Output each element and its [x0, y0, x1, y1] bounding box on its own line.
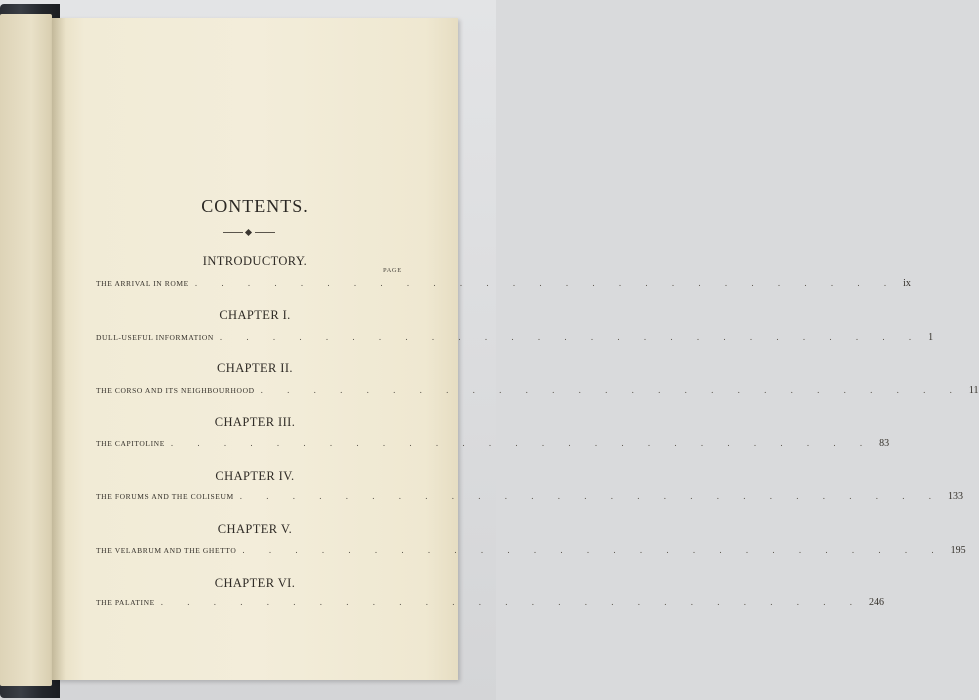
dot-leader: . . . . . . . . . . . . . . . . . . . . . . . . . . . [219, 332, 923, 342]
ornament-line-left [223, 232, 243, 233]
section-title-chapter-5: CHAPTER V. [217, 522, 293, 536]
entry-title: DULL-USEFUL INFORMATION [96, 333, 214, 342]
entry-page-number: 1 [928, 332, 934, 343]
ornament-divider [223, 230, 275, 236]
toc-entry-chapter-6 [96, 597, 885, 611]
entry-page-number: 11 [968, 385, 979, 396]
entry-title: THE CAPITOLINE [96, 439, 165, 448]
section-title-chapter-2: CHAPTER II. [217, 361, 293, 375]
entry-title: THE FORUMS AND THE COLISEUM [96, 492, 234, 501]
dot-leader: . . . . . . . . . . . . . . . . . . . . . . . . . . . [242, 545, 945, 555]
ornament-diamond [245, 229, 252, 236]
section-title-chapter-6: CHAPTER VI. [214, 576, 296, 590]
section-title-chapter-4: CHAPTER IV. [215, 469, 295, 483]
entry-page-number: ix [903, 278, 911, 289]
left-page-edge [0, 14, 52, 686]
section-title-introductory: INTRODUCTORY. [202, 254, 308, 268]
entry-page-number: 195 [950, 545, 966, 556]
dot-leader: . . . . . . . . . . . . . . . . . . . . . . . . . . . [194, 278, 898, 288]
toc-entry-chapter-2 [96, 385, 979, 399]
ornament-line-right [255, 232, 275, 233]
section-title-chapter-3: CHAPTER III. [214, 415, 296, 429]
entry-page-number: 246 [869, 597, 885, 608]
entry-page-number: 83 [879, 438, 890, 449]
dot-leader: . . . . . . . . . . . . . . . . . . . . . . . . . . . [160, 597, 864, 607]
entry-title: THE PALATINE [96, 598, 155, 607]
toc-entry-chapter-5 [96, 545, 966, 559]
dot-leader: . . . . . . . . . . . . . . . . . . . . . . . . . . . [260, 385, 963, 395]
entry-title: THE VELABRUM AND THE GHETTO [96, 546, 237, 555]
toc-entry-chapter-1 [96, 332, 934, 346]
toc-entry-chapter-3 [96, 438, 890, 452]
entry-page-number: 133 [948, 491, 963, 502]
toc-entry-chapter-4 [96, 491, 963, 505]
dot-leader: . . . . . . . . . . . . . . . . . . . . . . . . . . . [170, 438, 874, 448]
entry-title: THE ARRIVAL IN ROME [96, 279, 189, 288]
page-column-label: PAGE [383, 267, 402, 274]
section-title-chapter-1: CHAPTER I. [219, 308, 291, 322]
entry-title: THE CORSO AND ITS NEIGHBOURHOOD [96, 386, 255, 395]
toc-entry-introductory [96, 278, 911, 292]
contents-heading: CONTENTS. [201, 196, 309, 216]
dot-leader: . . . . . . . . . . . . . . . . . . . . . . . . . . . [239, 491, 942, 501]
